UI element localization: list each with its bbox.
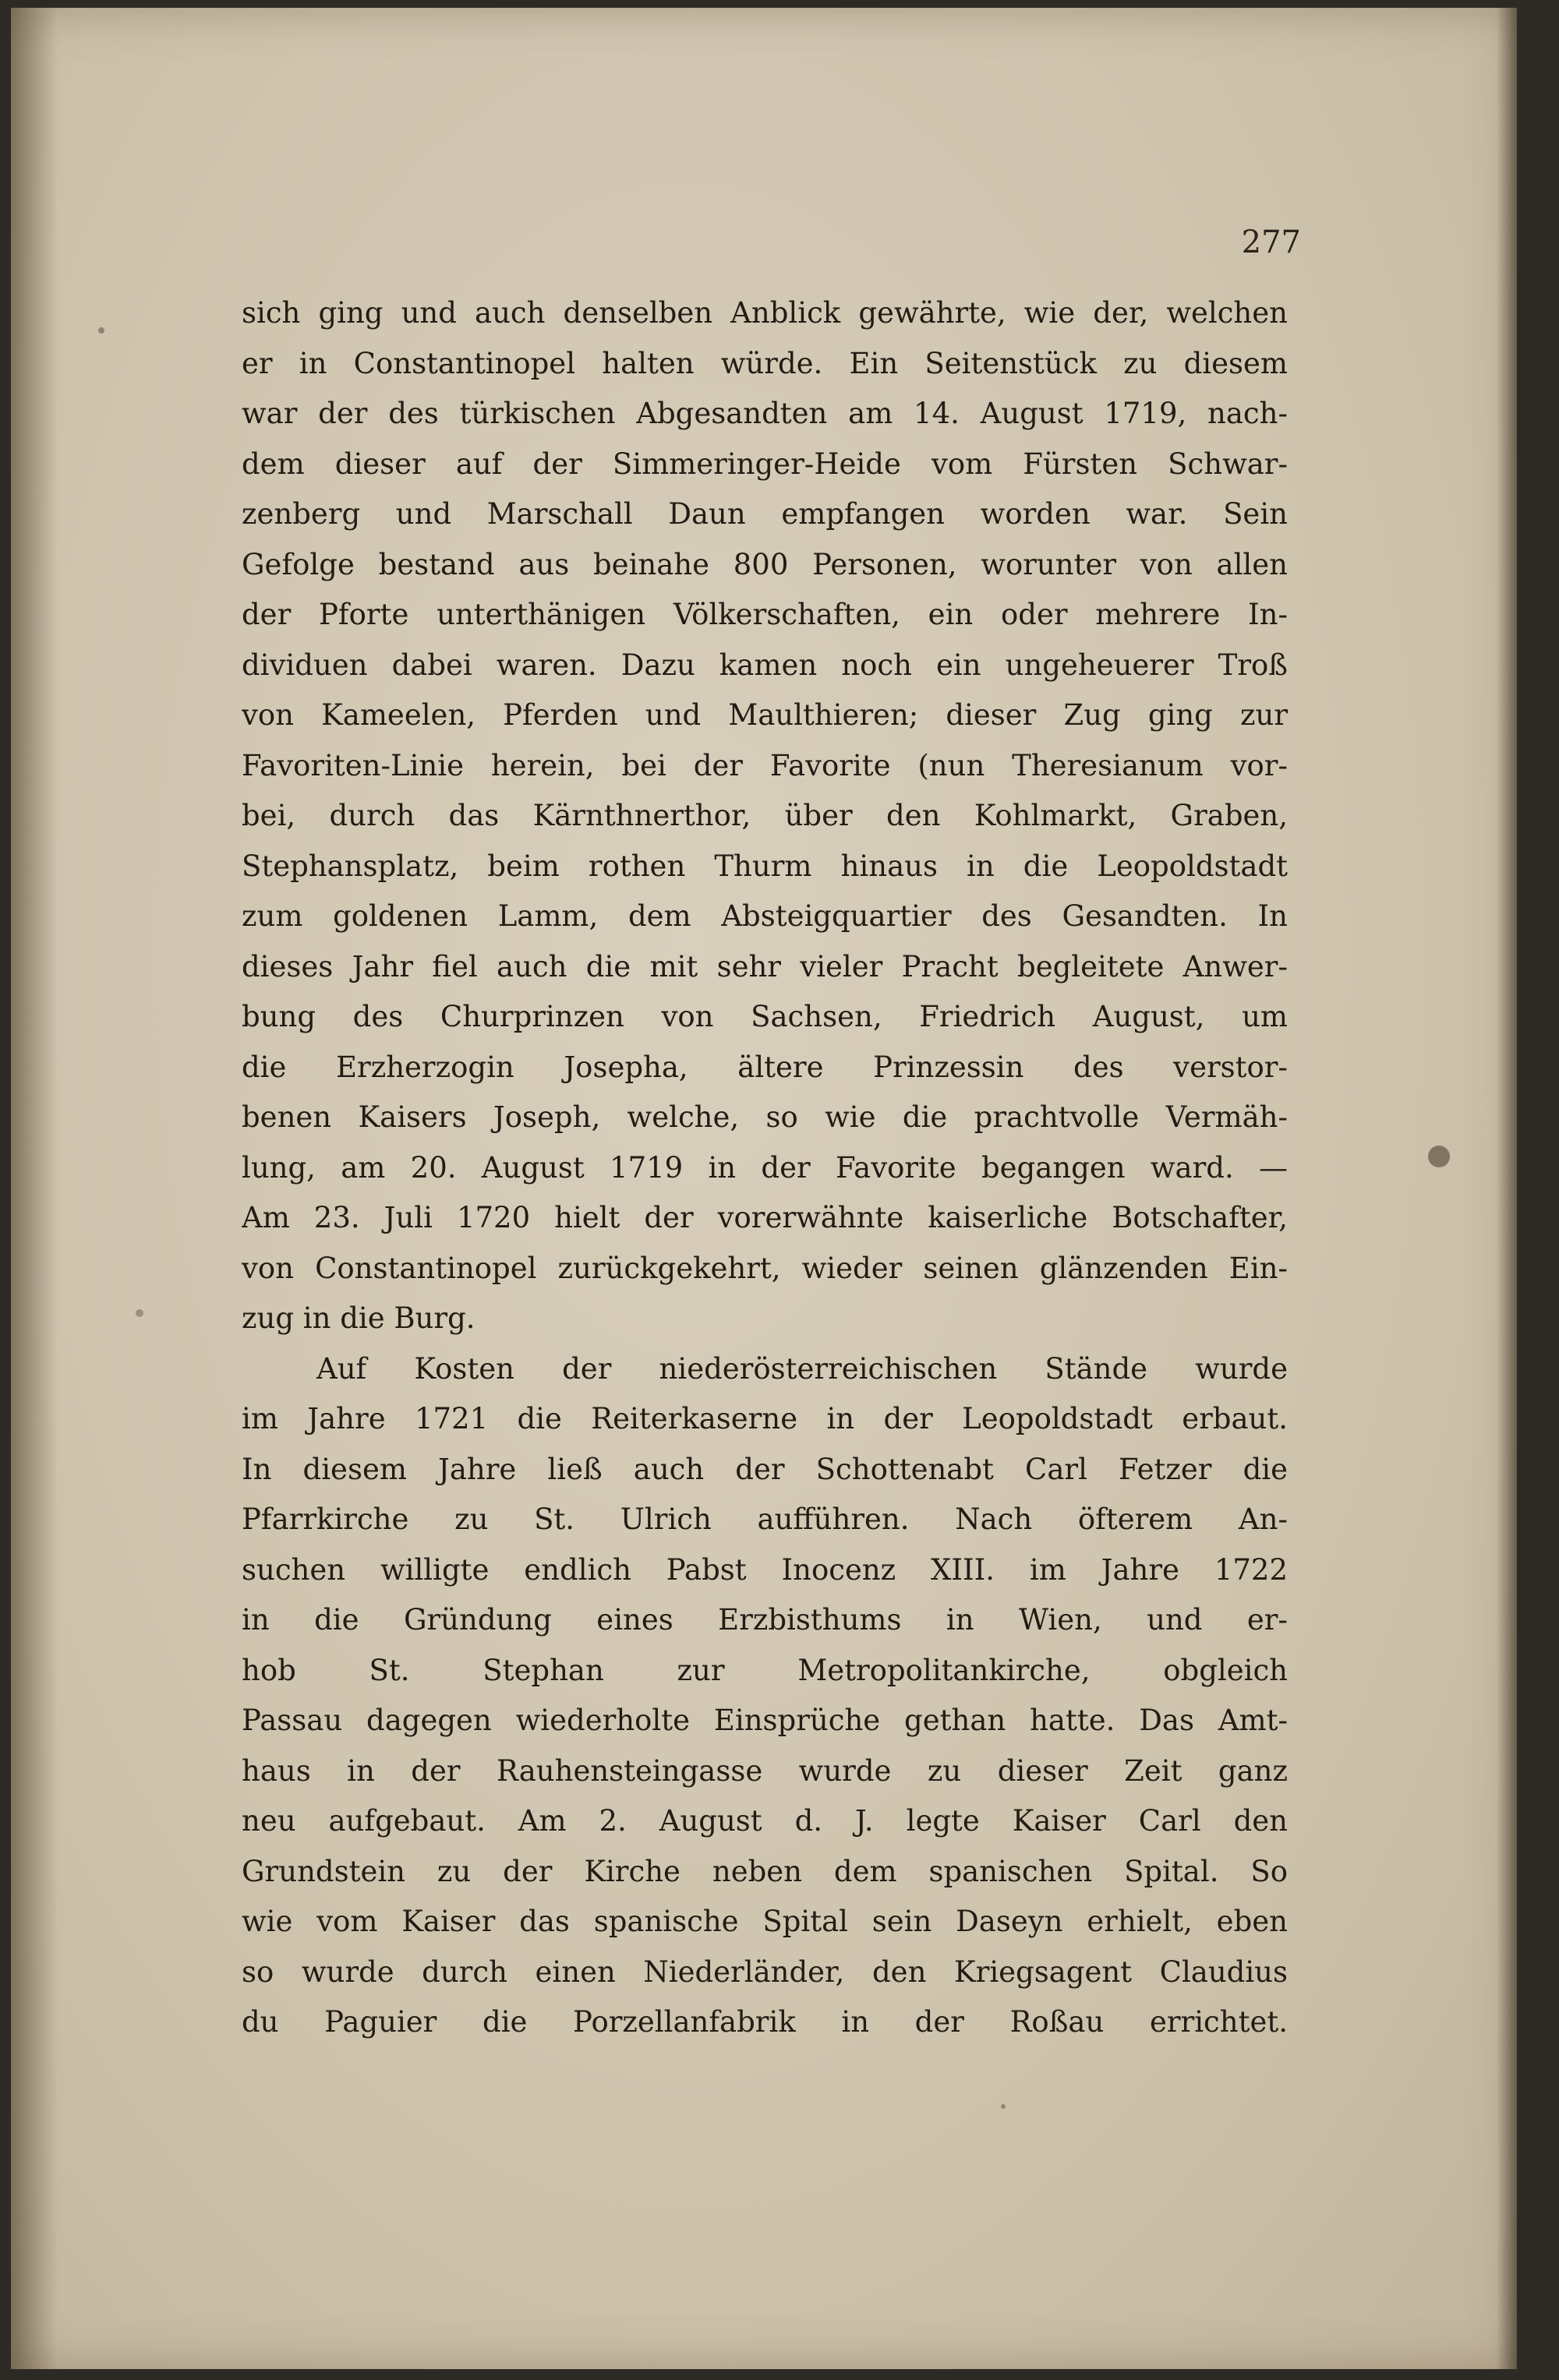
text-line: suchen willigte endlich Pabst Inocenz XIII. im Jahre 1722 [242,1552,1288,1587]
page-number: 277 [1241,224,1301,260]
text-line: lung, am 20. August 1719 in der Favorite begangen ward. — [242,1150,1288,1185]
text-line: benen Kaisers Joseph, welche, so wie die prachtvolle Vermäh- [242,1100,1288,1134]
text-line: In diesem Jahre ließ auch der Schottenabt Carl Fetzer die [242,1452,1288,1486]
text-line: so wurde durch einen Niederländer, den Kriegsagent Claudius [242,1954,1288,1989]
text-line: Grundstein zu der Kirche neben dem spanischen Spital. So [242,1854,1288,1888]
text-line: die Erzherzogin Josepha, ältere Prinzessin des verstor- [242,1050,1288,1084]
text-line: Stephansplatz, beim rothen Thurm hinaus in die Leopoldstadt [242,849,1288,883]
text-line: Passau dagegen wiederholte Einsprüche gethan hatte. Das Amt- [242,1704,1288,1737]
text-line: Auf Kosten der niederösterreichischen Stände wurde [316,1351,1288,1386]
text-line: zug in die Burg. [242,1301,475,1335]
page-edge-shadow [1497,8,1517,2369]
text-line: haus in der Rauhensteingasse wurde zu dieser Zeit ganz [242,1753,1288,1788]
text-line: hob St. Stephan zur Metropolitankirche, obgleich [242,1653,1288,1687]
text-line: zenberg und Marschall Daun empfangen worden war. Sein [242,497,1288,531]
text-line: der Pforte unterthänigen Völkerschaften, ein oder mehrere In- [242,598,1288,631]
text-line: dividuen dabei waren. Dazu kamen noch ein ungeheuerer Troß [242,648,1288,682]
text-line: war der des türkischen Abgesandten am 14. August 1719, nach- [242,397,1288,430]
text-line: wie vom Kaiser das spanische Spital sein Daseyn erhielt, eben [242,1905,1288,1938]
text-line: sich ging und auch denselben Anblick gewährte, wie der, welchen [242,296,1288,330]
text-line: Gefolge bestand aus beinahe 800 Personen, worunter von allen [242,547,1288,581]
spine-shadow [11,8,58,2369]
paper-blemish [1428,1146,1450,1167]
text-line: Pfarrkirche zu St. Ulrich aufführen. Nach öfterem An- [242,1503,1288,1536]
text-line: im Jahre 1721 die Reiterkaserne in der Leopoldstadt erbaut. [242,1402,1288,1435]
book-page [11,8,1517,2369]
text-line: bei, durch das Kärnthnerthor, über den Kohlmarkt, Graben, [242,799,1288,832]
text-line: neu aufgebaut. Am 2. August d. J. legte Kaiser Carl den [242,1804,1288,1838]
paper-blemish [136,1309,143,1317]
text-line: du Paguier die Porzellanfabrik in der Roßau errichtet. [242,2005,1288,2039]
text-line: von Kameelen, Pferden und Maulthieren; dieser Zug ging zur [242,698,1288,732]
text-line: Favoriten-Linie herein, bei der Favorite (nun Theresianum vor- [242,748,1288,782]
paper-blemish [1001,2104,1006,2109]
text-line: bung des Churprinzen von Sachsen, Friedrich August, um [242,1000,1288,1033]
text-line: Am 23. Juli 1720 hielt der vorerwähnte kaiserliche Botschafter, [242,1201,1288,1234]
text-line: in die Gründung eines Erzbisthums in Wien, und er- [242,1603,1288,1637]
text-line: von Constantinopel zurückgekehrt, wieder seinen glänzenden Ein- [242,1251,1288,1285]
body-text [242,288,1288,2048]
text-line: er in Constantinopel halten würde. Ein Seitenstück zu diesem [242,346,1288,380]
text-line: dem dieser auf der Simmeringer-Heide vom Fürsten Schwar- [242,447,1288,481]
text-line: zum goldenen Lamm, dem Absteigquartier des Gesandten. In [242,899,1288,933]
text-line: dieses Jahr fiel auch die mit sehr vieler Pracht begleitete Anwer- [242,949,1288,983]
paper-blemish [98,327,104,334]
